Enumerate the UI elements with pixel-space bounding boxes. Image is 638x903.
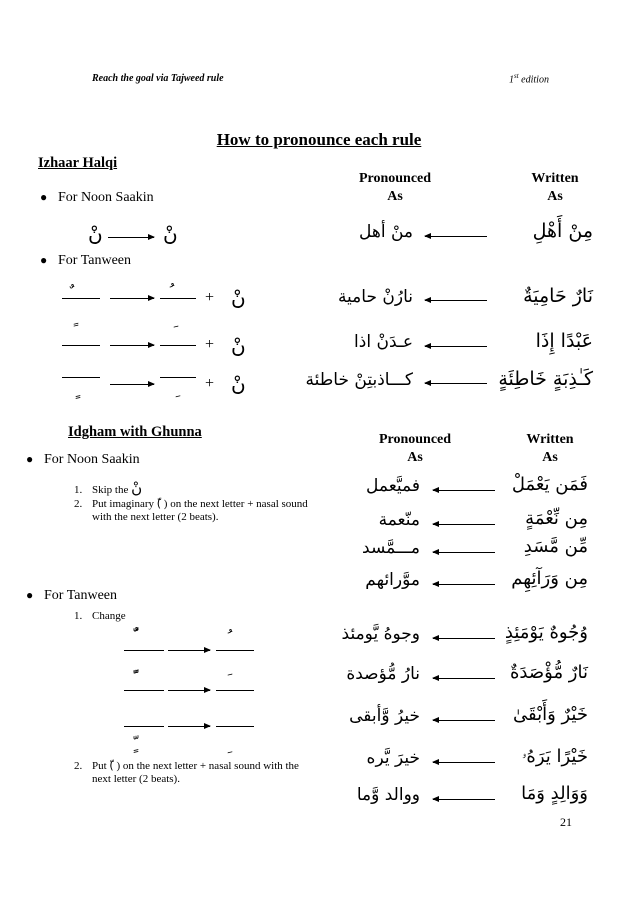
page-title: How to pronounce each rule	[216, 130, 422, 149]
noon-glyph: نْ	[231, 286, 246, 310]
plus-sign: +	[205, 289, 215, 306]
arrow-left-icon	[425, 300, 487, 301]
step-number: 2.	[74, 760, 83, 772]
plus-sign: +	[205, 375, 215, 392]
example-written: مِّن مَّسَدِ	[523, 536, 588, 557]
arrow-left-icon	[425, 383, 487, 384]
example-written: خَيْرٌ وَأَبْقَىٰ	[512, 704, 588, 725]
running-header: Reach the goal via Tajweed rule	[92, 73, 224, 84]
arrow-right-icon	[110, 298, 154, 299]
blank-line	[216, 726, 254, 727]
column-pronounced-idgham	[355, 431, 475, 467]
blank-line	[62, 298, 100, 299]
example-written: وُجُوهٌ يَوْمَئِذٍ	[504, 622, 588, 643]
step-put-shadda	[74, 760, 302, 786]
column-pronounced-line1: Pronounced	[378, 432, 452, 447]
example-written: خَيْرًا يَرَهُۥ	[521, 746, 588, 767]
arrow-left-icon	[433, 799, 495, 800]
blank-line	[124, 726, 164, 727]
bullet-icon: ●	[40, 190, 48, 204]
edition-label	[509, 72, 549, 85]
example-written: فَمَن يَعْمَلْ	[511, 474, 588, 495]
arrow-left-icon	[433, 762, 495, 763]
arrow-right-icon	[168, 650, 210, 651]
arrow-left-icon	[433, 638, 495, 639]
bullet-label: For Noon Saakin	[58, 190, 154, 205]
column-written-line2: As	[542, 450, 558, 465]
example-written: نَارٌ مُّؤْصَدَةٌ	[509, 662, 588, 683]
blank-line	[62, 345, 100, 346]
arrow-right-icon	[168, 690, 210, 691]
arrow-right-icon	[110, 384, 154, 385]
example-pronounced: خيرُ وَّأبقى	[349, 706, 420, 726]
example-pronounced: خيرَ يَّره	[366, 748, 420, 768]
plus-sign: +	[205, 336, 215, 353]
step-skip-noon	[74, 479, 294, 497]
noon-glyph: نْ	[131, 479, 143, 497]
step-text: Put (ّ ) on the next letter + nasal sound with the next letter (2 beats).	[92, 760, 299, 785]
arrow-left-icon	[433, 678, 495, 679]
step-number: 1.	[74, 484, 83, 496]
example-pronounced: فميَّعمل	[366, 476, 420, 496]
step-change	[74, 610, 126, 623]
step-text: Change	[92, 610, 126, 622]
noon-glyph-left: نْ	[88, 222, 103, 246]
bullet-label: For Tanween	[44, 588, 118, 603]
blank-line	[160, 377, 196, 378]
column-pronounced-line2: As	[407, 450, 423, 465]
arrow-left-icon	[433, 490, 495, 491]
example-pronounced: نارُ مُّؤصدة	[346, 664, 420, 684]
example-written: مِن وَرَآئِهِم	[511, 568, 588, 589]
edition-superscript: st	[514, 72, 519, 80]
example-written: وَوَالِدٍ وَمَا	[521, 783, 588, 804]
noon-glyph-right: نْ	[163, 222, 178, 246]
blank-line	[62, 377, 100, 378]
column-pronounced-izhaar	[335, 170, 455, 206]
step-imaginary-shadda	[74, 498, 312, 524]
bullet-icon: ●	[40, 253, 48, 267]
example-pronounced: كـــاذبتِنْ خاطئة	[305, 370, 413, 390]
arrow-right-icon	[108, 237, 154, 238]
arrow-left-icon	[433, 720, 495, 721]
bullet-tanween-idgham	[26, 588, 117, 604]
column-written-izhaar	[510, 170, 600, 206]
example-pronounced: عـدَنْ اذا	[354, 332, 413, 352]
step-number: 2.	[74, 498, 83, 510]
example-pronounced: منْ أهل	[358, 222, 413, 242]
column-written-line2: As	[547, 189, 563, 204]
blank-line	[124, 690, 164, 691]
arrow-left-icon	[433, 584, 495, 585]
step-number: 1.	[74, 610, 83, 622]
bullet-noon-saakin-idgham	[26, 452, 140, 468]
blank-line	[160, 298, 196, 299]
page-number: 21	[560, 815, 572, 829]
example-written: مِنْ أَهْلِ	[532, 220, 593, 242]
column-written-line1: Written	[526, 432, 574, 447]
column-pronounced-line1: Pronounced	[358, 171, 432, 186]
example-pronounced: ووالد وَّما	[356, 785, 420, 805]
arrow-left-icon	[425, 346, 487, 347]
arrow-right-icon	[110, 345, 154, 346]
bullet-label: For Tanween	[58, 253, 132, 268]
section-heading-izhaar: Izhaar Halqi	[38, 155, 118, 171]
example-pronounced: منّعمة	[378, 510, 420, 530]
bullet-noon-saakin-izhaar	[40, 190, 154, 206]
example-written: كَـٰذِبَةٍ خَاطِئَةٍ	[498, 368, 593, 390]
example-written: عَبْدًا إِذَا	[535, 330, 593, 352]
arrow-right-icon	[168, 726, 210, 727]
step-text: Put imaginary (ّ ) on the next letter + nasal sound with the next letter (2 beats).	[92, 498, 308, 523]
blank-line	[216, 650, 254, 651]
example-pronounced: موَّرائهم	[365, 570, 420, 590]
arrow-left-icon	[425, 236, 487, 237]
example-written: نَارٌ حَامِيَةٌ	[523, 285, 593, 307]
bullet-tanween-izhaar	[40, 253, 131, 269]
bullet-icon: ●	[26, 452, 34, 466]
blank-line	[216, 690, 254, 691]
column-written-idgham	[505, 431, 595, 467]
section-heading-idgham: Idgham with Ghunna	[68, 424, 202, 440]
example-pronounced: وجوهُ يَّومئذ	[341, 624, 420, 644]
edition-word: edition	[521, 74, 549, 86]
edition-number: 1	[509, 74, 514, 86]
example-pronounced: نارُنْ حامية	[337, 287, 413, 307]
column-pronounced-line2: As	[387, 189, 403, 204]
noon-glyph: نْ	[231, 372, 246, 396]
arrow-left-icon	[433, 552, 495, 553]
example-written: مِن نِّعْمَةٍ	[525, 508, 588, 529]
noon-glyph: نْ	[231, 334, 246, 358]
example-pronounced: مـــمَّسد	[362, 538, 420, 558]
bullet-label: For Noon Saakin	[44, 452, 140, 467]
blank-line	[160, 345, 196, 346]
column-written-line1: Written	[531, 171, 579, 186]
step-text: Skip the	[92, 484, 129, 496]
blank-line	[124, 650, 164, 651]
bullet-icon: ●	[26, 588, 34, 602]
arrow-left-icon	[433, 524, 495, 525]
